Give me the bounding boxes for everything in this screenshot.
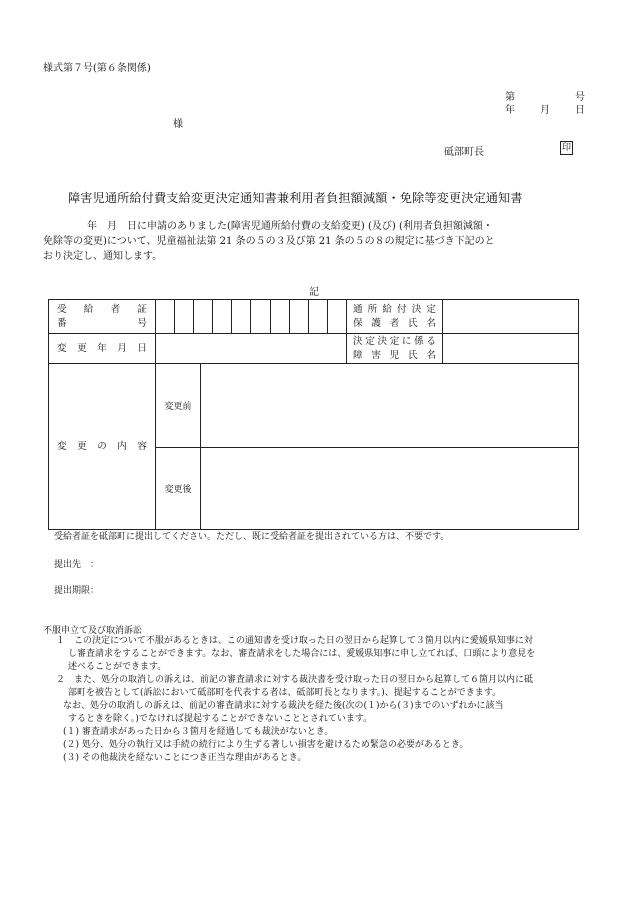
before-label: 変更前 bbox=[156, 364, 201, 448]
recipient-number-field[interactable] bbox=[156, 300, 347, 334]
appeal-line: し審査請求をすることができます。なお、審査請求をした場合には、愛媛県知事に申し立てれば、口頭により意見を bbox=[68, 649, 536, 659]
appeal-line: なお、処分の取消しの訴えは、前記の審査請求に対する裁決を経た後(次の(１)から(３)までのいずれかに該当 bbox=[63, 701, 504, 711]
table-row bbox=[49, 364, 579, 448]
label-line: 受給者証 bbox=[57, 303, 147, 315]
change-content-label: 変更の内容 bbox=[49, 364, 156, 530]
submit-to-label: 提出先 ： bbox=[54, 560, 100, 570]
table-row bbox=[49, 300, 579, 334]
child-name-label bbox=[347, 334, 443, 364]
appeal-heading: 不服申立て及び取消訴訟 bbox=[43, 626, 143, 636]
recipient-number-label bbox=[49, 300, 156, 334]
intro-line: 年 月 日に申請のありました(障害児通所給付費の支給変更) (及び) (利用者負担額減額・ bbox=[87, 221, 493, 232]
appeal-line: 述べることができます。 bbox=[68, 662, 167, 672]
appeal-line: ２ また、処分の取消しの訴えは、前記の審査請求に対する裁決書を受け取った日の翌日から起算して６箇月以内に砥 bbox=[56, 675, 534, 685]
form-number: 様式第７号(第６条関係) bbox=[43, 63, 151, 74]
guardian-name-field[interactable] bbox=[443, 300, 579, 334]
appeal-line: するときを除く。)でなければ提起することができないこととされています。 bbox=[68, 714, 373, 724]
intro-paragraph bbox=[43, 219, 589, 264]
appeal-line: (３) その他裁決を経ないことにつき正当な理由があるとき。 bbox=[63, 753, 307, 763]
intro-line: おり決定し、通知します。 bbox=[43, 251, 163, 262]
deadline-label: 提出期限： bbox=[54, 586, 100, 596]
guardian-name-label bbox=[347, 300, 443, 334]
submit-note: 受給者証を砥部町に提出してください。ただし、既に受給者証を提出されている方は、不要です。 bbox=[54, 532, 450, 542]
ki-heading: 記 bbox=[309, 287, 319, 298]
after-label: 変更後 bbox=[156, 448, 201, 530]
label-line: 障害児氏名 bbox=[353, 349, 436, 361]
intro-line: 免除等の変更)について、児童福祉法第 21 条の５の３及び第 21 条の５の８の規定に基づき下記のと bbox=[43, 236, 495, 247]
label-line: 保護者氏名 bbox=[353, 317, 436, 329]
label-line: 決定決定に係る bbox=[353, 335, 436, 347]
table-row bbox=[49, 334, 579, 364]
decision-table bbox=[48, 299, 579, 530]
document-title: 障害児通所給付費支給変更決定通知書兼利用者負担額減額・免除等変更決定通知書 bbox=[68, 191, 523, 205]
appeal-notes bbox=[43, 635, 535, 765]
appeal-line: 部町を被告として(訴訟において砥部町を代表する者は、砥部町長となります。)、提起することができます。 bbox=[68, 688, 502, 698]
seal-stamp: 印 bbox=[561, 143, 571, 153]
appeal-line: １ この決定について不服があるときは、この通知書を受け取った日の翌日から起算して３箇月以内に愛媛県知事に対 bbox=[56, 636, 533, 646]
appeal-line: (１) 審査請求があった日から３箇月を経過しても裁決がないとき。 bbox=[63, 727, 334, 737]
change-date-label: 変更年月日 bbox=[49, 334, 156, 364]
issue-date-label: 年 月 日 bbox=[505, 105, 585, 116]
issuer-name: 砥部町長 bbox=[444, 147, 484, 158]
after-field[interactable] bbox=[201, 448, 579, 530]
appeal-line: (２) 処分、処分の執行又は手続の続行により生ずる著しい損害を避けるため緊急の必要があるとき。 bbox=[63, 740, 469, 750]
child-name-field[interactable] bbox=[443, 334, 579, 364]
change-date-field[interactable] bbox=[156, 334, 347, 364]
label-line: 通所給付決定 bbox=[353, 303, 436, 315]
label-line: 番号 bbox=[57, 317, 147, 329]
addressee-suffix: 様 bbox=[173, 119, 183, 130]
document-number-label: 第 号 bbox=[505, 92, 585, 103]
before-field[interactable] bbox=[201, 364, 579, 448]
